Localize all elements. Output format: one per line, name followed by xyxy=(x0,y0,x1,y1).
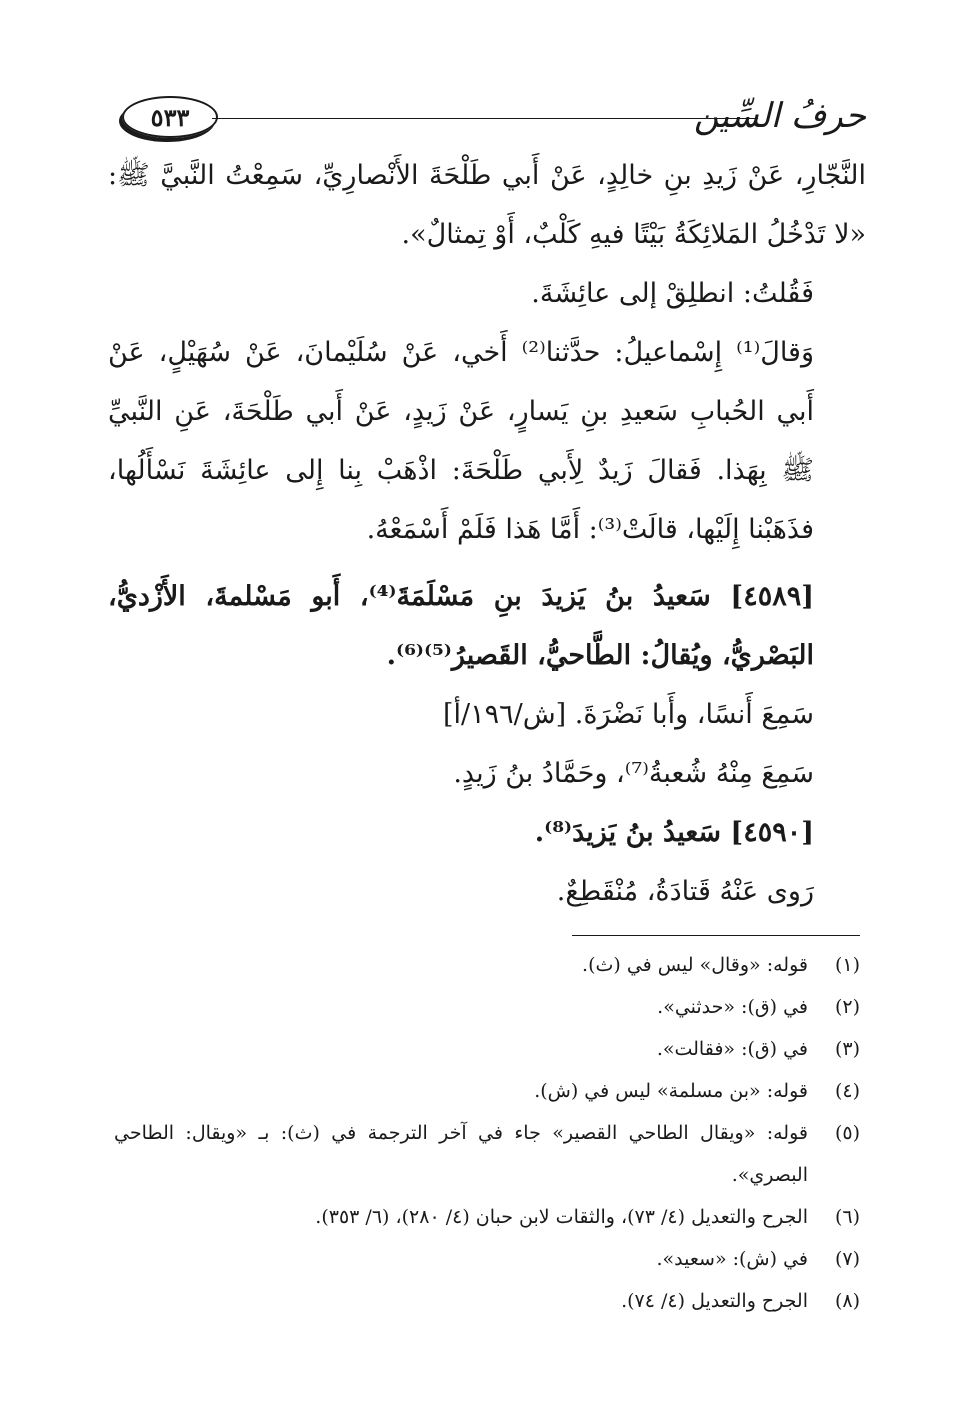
line-heard-by: سَمِعَ مِنْهُ شُعبةُ⁽⁷⁾، وحَمَّادُ بنُ زَيدٍ. xyxy=(453,758,814,789)
footnote-item xyxy=(114,1028,860,1070)
entry-4589-details xyxy=(108,685,866,921)
footnote-item xyxy=(114,944,860,986)
entry-4590-heading: [٤٥٩٠] سَعيدُ بنُ يَزيدَ⁽⁸⁾. xyxy=(534,817,814,848)
footnote-text: في (ق): «حدثني». xyxy=(657,996,808,1018)
footnote-item xyxy=(114,1070,860,1112)
page-number-badge xyxy=(122,96,218,138)
paragraph-go-to-aisha: فَقُلتُ: انطلِقْ إلى عائِشَةَ. xyxy=(531,278,814,309)
footnote-text: في (ق): «فقالت». xyxy=(656,1038,808,1060)
footnote-number: (٧) xyxy=(834,1248,860,1270)
footnote-text: الجرح والتعديل (٤/ ٧٤). xyxy=(621,1290,808,1312)
entry-4589-heading: [٤٥٨٩] سَعيدُ بنُ يَزيدَ بنِ مَسْلَمَةَ⁽⁴⁾، أَبو مَسْلمةَ، الأَزْديُّ، البَصْريُّ، ويُقالُ: الطَّاحيُّ، القَصيرُ⁽⁵⁾⁽⁶⁾. xyxy=(108,581,814,671)
footnote-number: (٥) xyxy=(834,1122,860,1144)
footnote-text: قوله: «ويقال الطاحي القصير» جاء في آخر الترجمة في (ث): بـ «ويقال: الطاحي البصري». xyxy=(114,1122,808,1186)
paragraph-hadith: النَّجّارِ، عَنْ زَيدِ بنِ خالِدٍ، عَنْ أَبي طَلْحَةَ الأَنْصارِيِّ، سَمِعْتُ النَّبيَّ ﷺ: «لا تَدْخُلُ المَلائِكَةُ بَيْتًا فيهِ كَلْبٌ، أَوْ تِمثالٌ». xyxy=(108,160,866,250)
footnote-number: (٢) xyxy=(834,996,860,1018)
running-header-title: حرفُ السِّين xyxy=(693,96,866,136)
line-heard-from: سَمِعَ أَنسًا، وأَبا نَضْرَةَ. [ش/١٩٦/أ] xyxy=(442,699,814,730)
footnote-number: (٨) xyxy=(834,1290,860,1312)
footnote-item xyxy=(114,1238,860,1280)
line-narrated: رَوى عَنْهُ قَتادَةُ، مُنْقَطِعٌ. xyxy=(556,876,814,907)
footnote-text: الجرح والتعديل (٤/ ٧٣)، والثقات لابن حبان (٤/ ٢٨٠)، (٦/ ٣٥٣). xyxy=(315,1206,808,1228)
paragraph-ismail-narration: وَقالَ⁽¹⁾ إِسْماعيلُ: حدَّثنا⁽²⁾ أَخي، عَنْ سُلَيْمانَ، عَنْ سُهَيْلٍ، عَنْ أَبي الحُبابِ سَعيدِ بنِ يَسارٍ، عَنْ زَيدٍ، عَنْ أَبي طَلْحَةَ، عَنِ النَّبيِّ ﷺ بِهَذا. فَقالَ زَيدٌ لِأَبي طَلْحَةَ: اذْهَبْ بِنا إِلى عائِشَةَ نَسْأَلُها، فذَهَبْنا إِلَيْها، قالَتْ⁽³⁾: أَمَّا هَذا فَلَمْ أَسْمَعْهُ. xyxy=(108,337,814,545)
footnote-item xyxy=(114,1112,860,1196)
page-number: ٥٣٣ xyxy=(150,102,190,132)
footnote-number: (٣) xyxy=(834,1038,860,1060)
footnote-text: قوله: «بن مسلمة» ليس في (ش). xyxy=(534,1080,808,1102)
header-rule xyxy=(212,118,758,119)
footnote-text: قوله: «وقال» ليس في (ث). xyxy=(582,954,808,976)
footnote-number: (١) xyxy=(834,954,860,976)
footnote-number: (٤) xyxy=(834,1080,860,1102)
footnote-number: (٦) xyxy=(834,1206,860,1228)
footnote-item xyxy=(114,1196,860,1238)
main-text xyxy=(108,146,866,921)
footnote-separator xyxy=(572,935,860,936)
footnotes xyxy=(114,944,860,1322)
footnote-item xyxy=(114,1280,860,1322)
footnote-text: في (ش): «سعيد». xyxy=(656,1248,808,1270)
footnote-item xyxy=(114,986,860,1028)
